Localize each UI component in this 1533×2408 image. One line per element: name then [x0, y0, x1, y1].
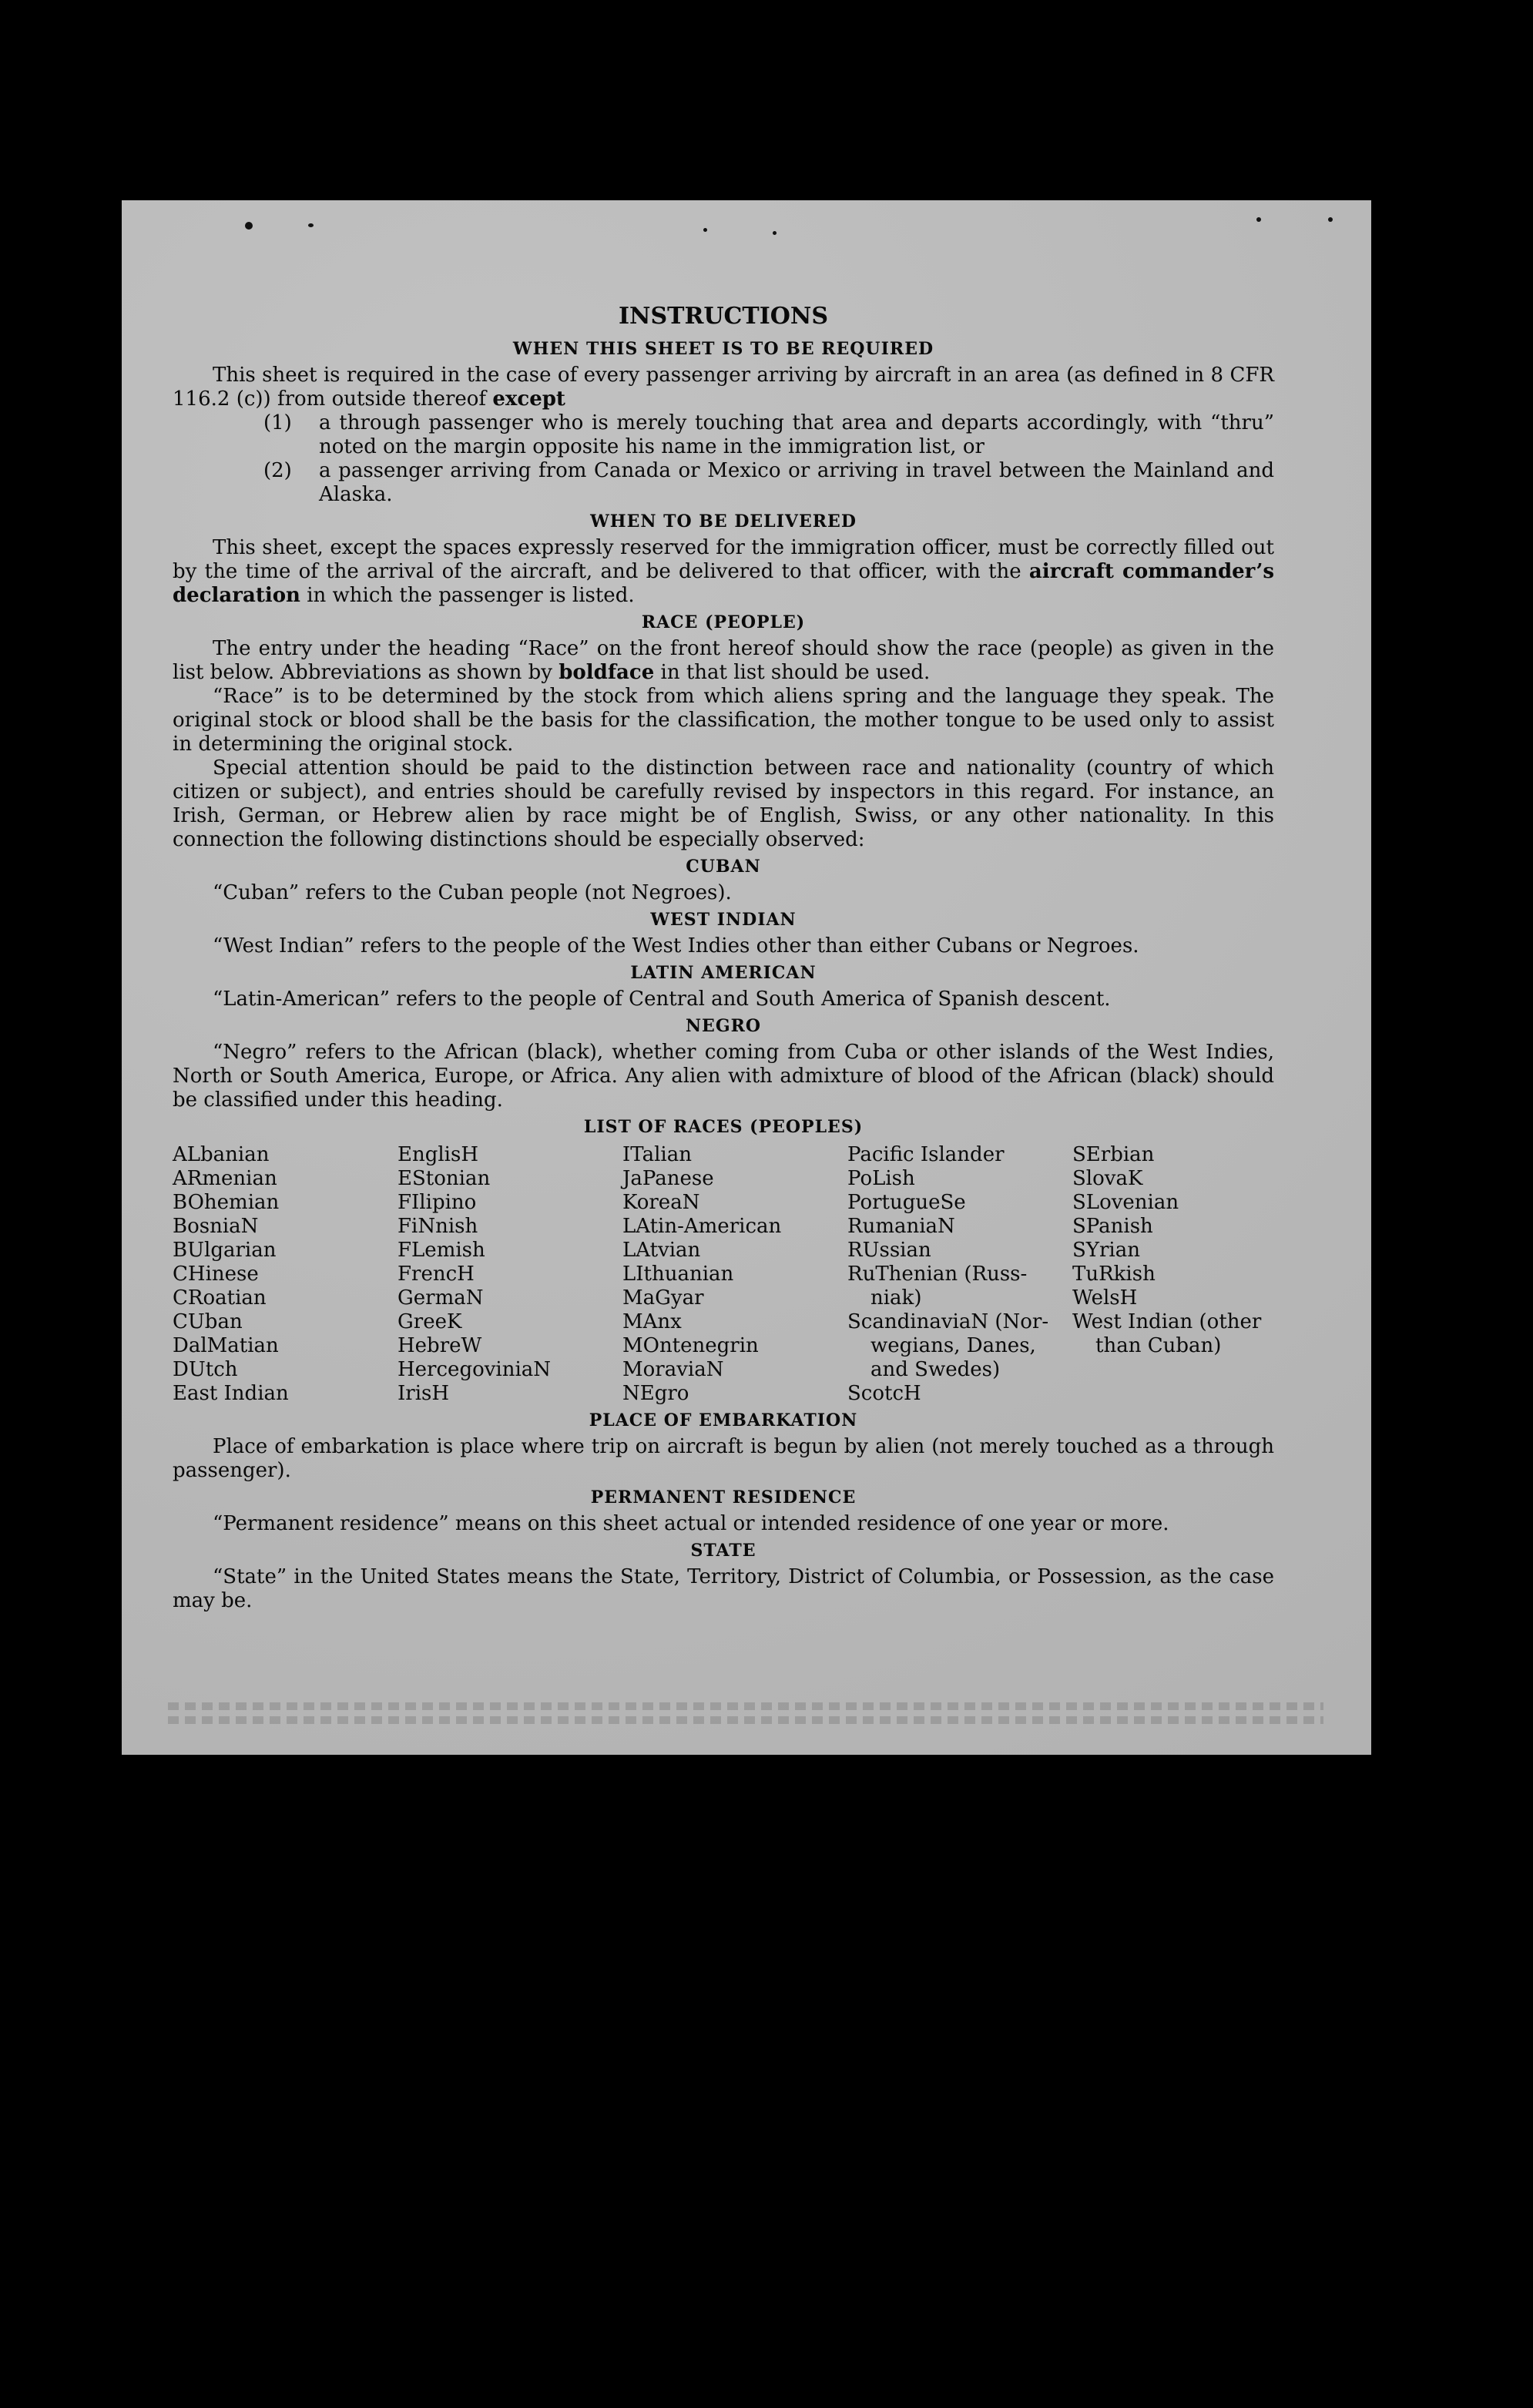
list-item: MAnx: [622, 1310, 682, 1333]
list-item: SLovenian: [1072, 1191, 1179, 1214]
required-item-2: (2) a passenger arriving from Canada or Mexico or arriving in travel between the Mainland and Alaska.: [263, 459, 1274, 506]
latin-american-text: “Latin-American” refers to the people of Central and South America of Spanish descent.: [213, 988, 1111, 1011]
list-item: BosniaN: [173, 1215, 259, 1238]
list-item: EStonian: [398, 1167, 491, 1190]
list-item: than Cuban): [1095, 1334, 1222, 1357]
races-column-5: [1072, 1143, 1274, 1406]
heading-state: STATE: [690, 1541, 756, 1561]
list-item: PoLish: [847, 1167, 915, 1190]
list-item: LIthuanian: [622, 1263, 734, 1286]
list-item: WelsH: [1072, 1286, 1138, 1310]
list-item: ARmenian: [173, 1167, 277, 1190]
list-item: BOhemian: [173, 1191, 280, 1214]
required-intro: This sheet is required in the case of every passenger arriving by aircraft in an area (as defined in 8 CFR 116.2 (c)) from outside thereof except: [173, 364, 1274, 411]
scan-speck: [1256, 217, 1261, 222]
list-item: RumaniaN: [847, 1215, 955, 1238]
heading-west-indian: WEST INDIAN: [650, 910, 797, 930]
list-item: East Indian: [173, 1382, 289, 1405]
list-item: BUlgarian: [173, 1239, 277, 1262]
heading-when-required: WHEN THIS SHEET IS TO BE REQUIRED: [512, 339, 934, 359]
list-item: TuRkish: [1072, 1263, 1156, 1286]
embarkation-text: Place of embarkation is place where trip on aircraft is begun by alien (not merely touched as a through passenger).: [173, 1435, 1274, 1482]
list-item: EnglisH: [398, 1143, 479, 1166]
list-item: FIlipino: [398, 1191, 477, 1214]
heading-list-of-races: LIST OF RACES (PEOPLES): [583, 1117, 864, 1137]
page-title: INSTRUCTIONS: [619, 303, 828, 330]
list-item: SlovaK: [1072, 1167, 1143, 1190]
list-item: JaPanese: [622, 1167, 714, 1190]
scan-speck: [773, 231, 777, 235]
race-paragraph-1: The entry under the heading “Race” on the front hereof should show the race (people) as given in the list below. Abbreviations as shown by boldface in that list should be used.: [173, 637, 1274, 684]
heading-negro: NEGRO: [685, 1016, 762, 1036]
heading-race: RACE (PEOPLE): [641, 612, 806, 632]
list-item: Pacific Islander: [847, 1143, 1005, 1166]
races-list: [173, 1143, 1274, 1406]
cuban-text: “Cuban” refers to the Cuban people (not Negroes).: [213, 881, 732, 904]
residence-text: “Permanent residence” means on this sheet actual or intended residence of one year or more.: [213, 1512, 1169, 1535]
scan-speck: [245, 222, 253, 230]
list-item: SPanish: [1072, 1215, 1153, 1238]
reverse-side-bleed-through: [168, 1702, 1323, 1741]
list-item: CUban: [173, 1310, 243, 1333]
races-column-3: [622, 1143, 847, 1406]
races-column-2: [398, 1143, 622, 1406]
state-text: “State” in the United States means the State, Territory, District of Columbia, or Possession, as the case may be.: [173, 1565, 1274, 1612]
list-item: MOntenegrin: [622, 1334, 759, 1357]
required-item-1: (1) a through passenger who is merely touching that area and departs accordingly, with “thru” noted on the margin opposite his name in the immigration list, or: [263, 411, 1274, 458]
list-item: LAtvian: [622, 1239, 701, 1262]
list-item: ScandinaviaN (Nor-: [847, 1310, 1049, 1333]
list-item: SErbian: [1072, 1143, 1155, 1166]
list-item: KoreaN: [622, 1191, 700, 1214]
list-item: NEgro: [622, 1382, 689, 1405]
scan-speck: [703, 228, 707, 232]
west-indian-text: “West Indian” refers to the people of the West Indies other than either Cubans or Negroes.: [213, 934, 1139, 957]
list-item: CRoatian: [173, 1286, 267, 1310]
list-item: ITalian: [622, 1143, 692, 1166]
list-item: and Swedes): [870, 1358, 1001, 1381]
list-item: RuThenian (Russ-: [847, 1263, 1028, 1286]
races-column-4: [847, 1143, 1072, 1406]
list-item: FLemish: [398, 1239, 485, 1262]
scan-speck: [308, 223, 314, 227]
document-sheet: [122, 200, 1371, 1755]
heading-permanent-residence: PERMANENT RESIDENCE: [590, 1487, 857, 1508]
list-item: West Indian (other: [1072, 1310, 1262, 1333]
list-item: ScotcH: [847, 1382, 921, 1405]
heading-when-delivered: WHEN TO BE DELIVERED: [590, 511, 857, 532]
list-item: SYrian: [1072, 1239, 1140, 1262]
races-column-1: [173, 1143, 398, 1406]
list-item: IrisH: [398, 1382, 450, 1405]
instructions-body: [173, 304, 1274, 1613]
list-item: HebreW: [398, 1334, 482, 1357]
list-item: ALbanian: [173, 1143, 270, 1166]
list-item: MaGyar: [622, 1286, 704, 1310]
list-item: LAtin-American: [622, 1215, 782, 1238]
list-item: PortugueSe: [847, 1191, 966, 1214]
list-item: RUssian: [847, 1239, 931, 1262]
list-item: DalMatian: [173, 1334, 279, 1357]
negro-text: “Negro” refers to the African (black), whether coming from Cuba or other islands of the West Indies, North or South America, Europe, or Africa. Any alien with admixture of blood of the African (black) should be classified under this heading.: [173, 1041, 1274, 1112]
delivered-text: This sheet, except the spaces expressly reserved for the immigration officer, must be correctly filled out by the time of the arrival of the aircraft, and be delivered to that officer, with the aircraft commander’s declaration in which the passenger is listed.: [173, 536, 1275, 607]
list-item: niak): [870, 1286, 922, 1310]
list-item: GermaN: [398, 1286, 484, 1310]
heading-place-of-embarkation: PLACE OF EMBARKATION: [589, 1410, 858, 1430]
list-item: DUtch: [173, 1358, 238, 1381]
list-item: FiNnish: [398, 1215, 478, 1238]
list-item: MoraviaN: [622, 1358, 724, 1381]
race-paragraph-2: “Race” is to be determined by the stock from which aliens spring and the language they speak. The original stock or blood shall be the basis for the classification, the mother tongue to be used only to assist in determining the original stock.: [173, 685, 1274, 756]
heading-latin-american: LATIN AMERICAN: [630, 963, 817, 983]
list-item: FrencH: [398, 1263, 475, 1286]
list-item: wegians, Danes,: [870, 1334, 1036, 1357]
list-item: HercegoviniaN: [398, 1358, 552, 1381]
scan-speck: [1328, 217, 1333, 222]
list-item: GreeK: [398, 1310, 462, 1333]
race-paragraph-3: Special attention should be paid to the distinction between race and nationality (country of which citizen or subject), and entries should be carefully revised by inspectors in this regard. For instance, an Irish, German, or Hebrew alien by race might be of English, Swiss, or any other nationality. In this connection the following distinctions should be especially observed:: [173, 756, 1274, 851]
list-item: CHinese: [173, 1263, 259, 1286]
heading-cuban: CUBAN: [686, 857, 761, 877]
